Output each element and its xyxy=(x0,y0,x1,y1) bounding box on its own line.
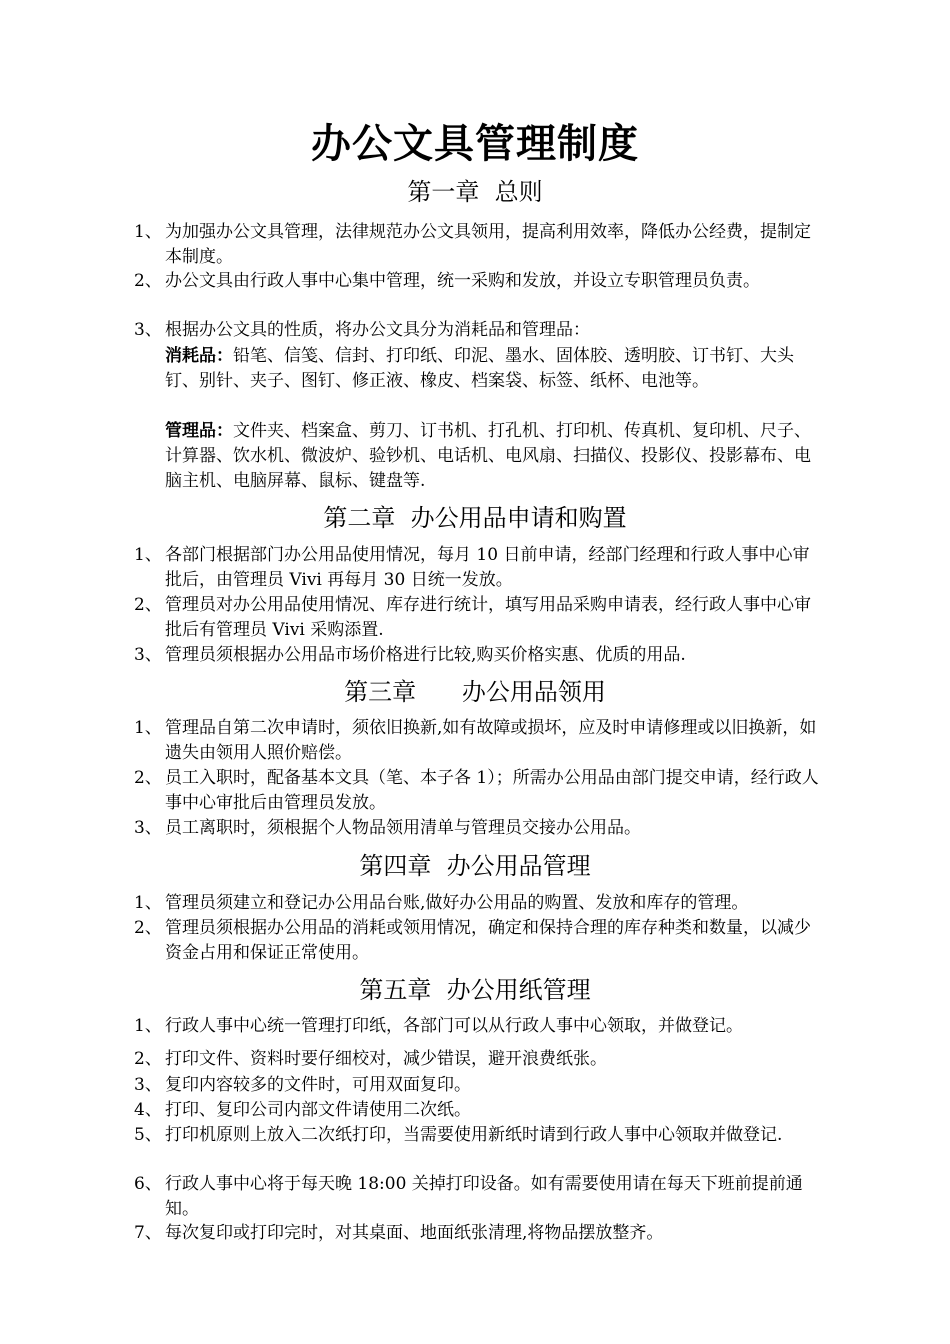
ch1-item-1 xyxy=(134,220,824,270)
managed-text: 文件夹、档案盒、剪刀、订书机、打孔机、打印机、传真机、复印机、尺子、计算器、饮水机、微波炉、验钞机、电话机、电风扇、扫描仪、投影仪、投影幕布、电脑主机、电脑屏幕、鼠标、键盘等. xyxy=(165,421,811,491)
ch2-item-2 xyxy=(134,593,824,643)
item-text: 员工入职时，配备基本文具（笔、本子各 1）；所需办公用品由部门提交申请，经行政人事中心审批后由管理员发放。 xyxy=(165,768,819,813)
ch3-item-2 xyxy=(134,766,824,816)
ch1-item-2 xyxy=(134,269,824,294)
ch5-item-4 xyxy=(134,1098,824,1123)
ch3-item-3 xyxy=(134,816,824,841)
item-number: 3、 xyxy=(134,1075,162,1095)
item-number: 1、 xyxy=(134,545,162,565)
chapter-4-heading: 第四章 办公用品管理 xyxy=(359,852,591,880)
ch2-item-1 xyxy=(134,543,824,593)
item-text: 复印内容较多的文件时，可用双面复印。 xyxy=(165,1075,471,1095)
item-number: 1、 xyxy=(134,893,162,913)
ch5-item-7 xyxy=(134,1221,824,1246)
ch1-item-3 xyxy=(134,318,824,343)
consumables-paragraph xyxy=(165,344,825,394)
item-number: 1、 xyxy=(134,222,162,242)
item-text: 管理员须根据办公用品的消耗或领用情况，确定和保持合理的库存种类和数量，以减少资金占用和保证正常使用。 xyxy=(165,918,811,963)
item-text: 为加强办公文具管理，法律规范办公文具领用，提高利用效率，降低办公经费，提制定本制度。 xyxy=(165,222,811,267)
item-text: 打印文件、资料时要仔细校对，减少错误，避开浪费纸张。 xyxy=(165,1049,607,1069)
consumables-text: 铅笔、信笺、信封、打印纸、印泥、墨水、固体胶、透明胶、订书钉、大头钉、别针、夹子、图钉、修正液、橡皮、档案袋、标签、纸杯、电池等。 xyxy=(165,346,794,391)
item-text: 打印、复印公司内部文件请使用二次纸。 xyxy=(165,1100,471,1120)
item-text: 各部门根据部门办公用品使用情况，每月 10 日前申请，经部门经理和行政人事中心审批后，由管理员 Vivi 再每月 30 日统一发放。 xyxy=(165,545,810,590)
item-number: 2、 xyxy=(134,595,162,615)
document-title: 办公文具管理制度 xyxy=(311,120,639,167)
item-text: 办公文具由行政人事中心集中管理，统一采购和发放，并设立专职管理员负责。 xyxy=(165,271,760,291)
ch4-item-2 xyxy=(134,916,824,966)
chapter-5-heading: 第五章 办公用纸管理 xyxy=(359,976,591,1004)
chapter-1-heading: 第一章 总则 xyxy=(407,178,543,206)
item-text: 管理员须建立和登记办公用品台账,做好办公用品的购置、发放和库存的管理。 xyxy=(165,893,749,913)
item-number: 2、 xyxy=(134,1049,162,1069)
item-number: 2、 xyxy=(134,271,162,291)
ch5-item-3 xyxy=(134,1073,824,1098)
item-number: 3、 xyxy=(134,320,162,340)
item-number: 2、 xyxy=(134,768,162,788)
item-text: 打印机原则上放入二次纸打印，当需要使用新纸时请到行政人事中心领取并做登记. xyxy=(165,1125,783,1145)
ch5-item-1 xyxy=(134,1014,824,1039)
item-number: 3、 xyxy=(134,818,162,838)
managed-items-paragraph xyxy=(165,419,825,494)
managed-label: 管理品： xyxy=(165,421,233,441)
item-text: 管理品自第二次申请时，须依旧换新,如有故障或损坏，应及时申请修理或以旧换新，如遗失由领用人照价赔偿。 xyxy=(165,718,817,763)
item-text: 管理员须根据办公用品市场价格进行比较,购买价格实惠、优质的用品. xyxy=(165,645,686,665)
item-text: 根据办公文具的性质，将办公文具分为消耗品和管理品： xyxy=(165,320,590,340)
item-number: 1、 xyxy=(134,718,162,738)
item-number: 6、 xyxy=(134,1174,162,1194)
ch5-item-6 xyxy=(134,1172,824,1222)
item-number: 2、 xyxy=(134,918,162,938)
item-number: 4、 xyxy=(134,1100,162,1120)
item-number: 5、 xyxy=(134,1125,162,1145)
ch2-item-3 xyxy=(134,643,824,668)
ch3-item-1 xyxy=(134,716,824,766)
item-text: 行政人事中心统一管理打印纸，各部门可以从行政人事中心领取，并做登记。 xyxy=(165,1016,743,1036)
item-text: 管理员对办公用品使用情况、库存进行统计，填写用品采购申请表，经行政人事中心审批后有管理员 Vivi 采购添置. xyxy=(165,595,811,640)
ch5-item-2 xyxy=(134,1047,824,1072)
item-text: 行政人事中心将于每天晚 18:00 关掉打印设备。如有需要使用请在每天下班前提前通知。 xyxy=(165,1174,803,1219)
item-number: 3、 xyxy=(134,645,162,665)
item-number: 1、 xyxy=(134,1016,162,1036)
chapter-3-heading: 第三章 办公用品领用 xyxy=(344,678,606,706)
item-text: 员工离职时，须根据个人物品领用清单与管理员交接办公用品。 xyxy=(165,818,641,838)
item-number: 7、 xyxy=(134,1223,162,1243)
chapter-2-heading: 第二章 办公用品申请和购置 xyxy=(323,504,627,532)
ch5-item-5 xyxy=(134,1123,824,1148)
consumables-label: 消耗品： xyxy=(165,346,233,366)
ch4-item-1 xyxy=(134,891,824,916)
item-text: 每次复印或打印完时，对其桌面、地面纸张清理,将物品摆放整齐。 xyxy=(165,1223,664,1243)
